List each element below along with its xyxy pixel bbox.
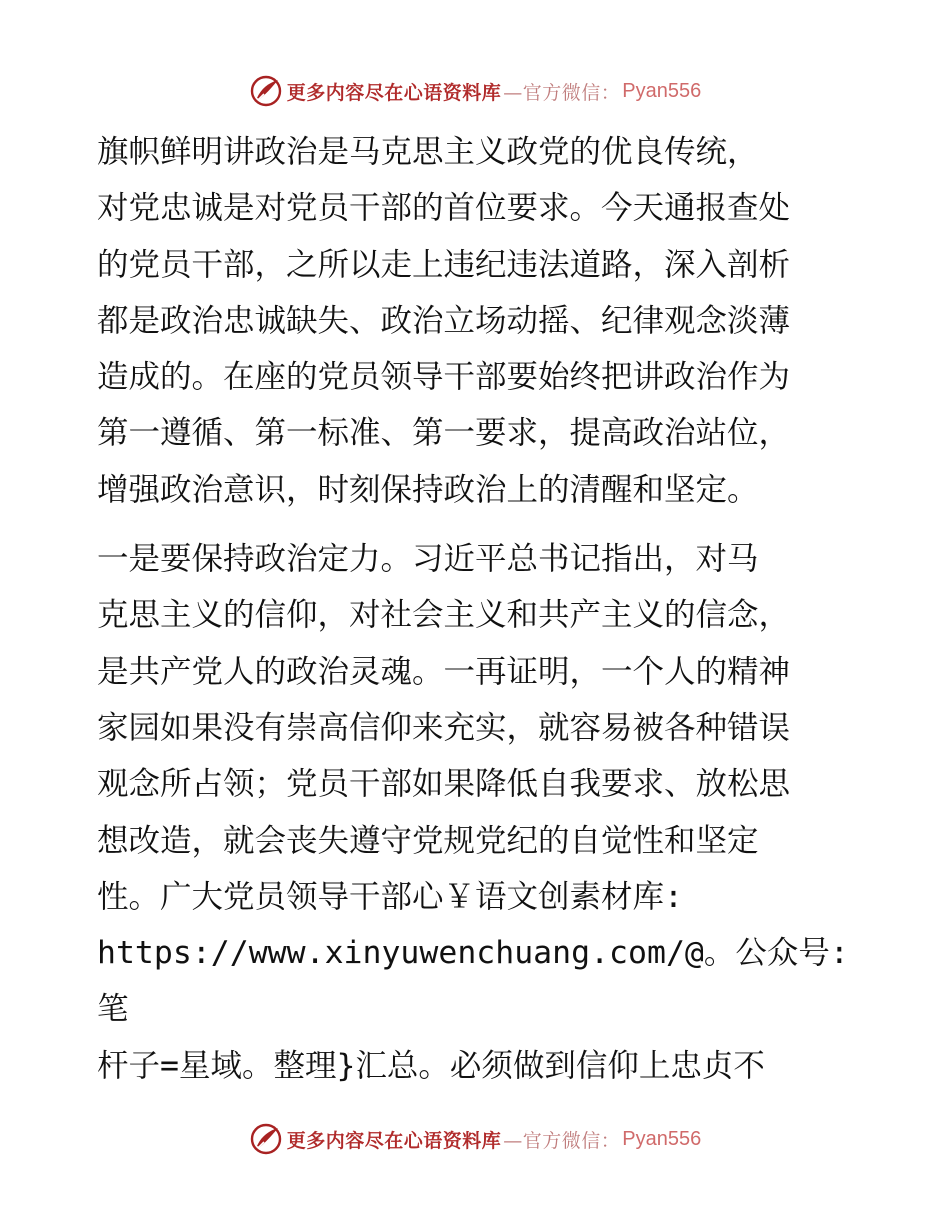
watermark-sub-text: —官方微信： <box>503 81 621 104</box>
quill-logo-icon <box>249 1122 283 1156</box>
footer-watermark-banner <box>0 1119 950 1159</box>
paragraph-political-determination: 一是要保持政治定力。习近平总书记指出，对马 克思主义的信仰，对社会主义和共产主义的信念， 是共产党人的政治灵魂。一再证明，一个人的精神 家园如果没有崇高信仰来充实，就容易被各种错误 观念所占领；党员干部如果降低自我要求、放松思 想改造，就会丧失遵守党规党纪的自觉性和坚定 性。广大党员领导干部心￥语文创素材库: https://www.xinyuwenchuang.com/@。公众号: 笔 杆子=星域。整理}汇总。必须做到信仰上忠贞不 <box>97 541 849 1084</box>
watermark-wechat-id: Pyan556 <box>622 79 702 102</box>
quill-logo-icon <box>249 74 283 108</box>
watermark-main-text: 更多内容尽在心语资料库 <box>286 81 502 104</box>
paragraph-political-stance: 旗帜鲜明讲政治是马克思主义政党的优良传统， 对党忠诚是对党员干部的首位要求。今天通报查处 的党员干部，之所以走上违纪违法道路，深入剖析 都是政治忠诚缺失、政治立场动摇、纪律观念淡薄 造成的。在座的党员领导干部要始终把讲政治作为 第一遵循、第一标准、第一要求，提高政治站位， 增强政治意识，时刻保持政治上的清醒和坚定。 <box>97 134 791 508</box>
watermark-main-text: 更多内容尽在心语资料库 <box>286 1129 502 1152</box>
document-body <box>97 124 857 1094</box>
header-watermark-banner <box>0 71 950 111</box>
watermark-wechat-id: Pyan556 <box>622 1127 702 1150</box>
watermark-sub-text: —官方微信： <box>503 1129 621 1152</box>
